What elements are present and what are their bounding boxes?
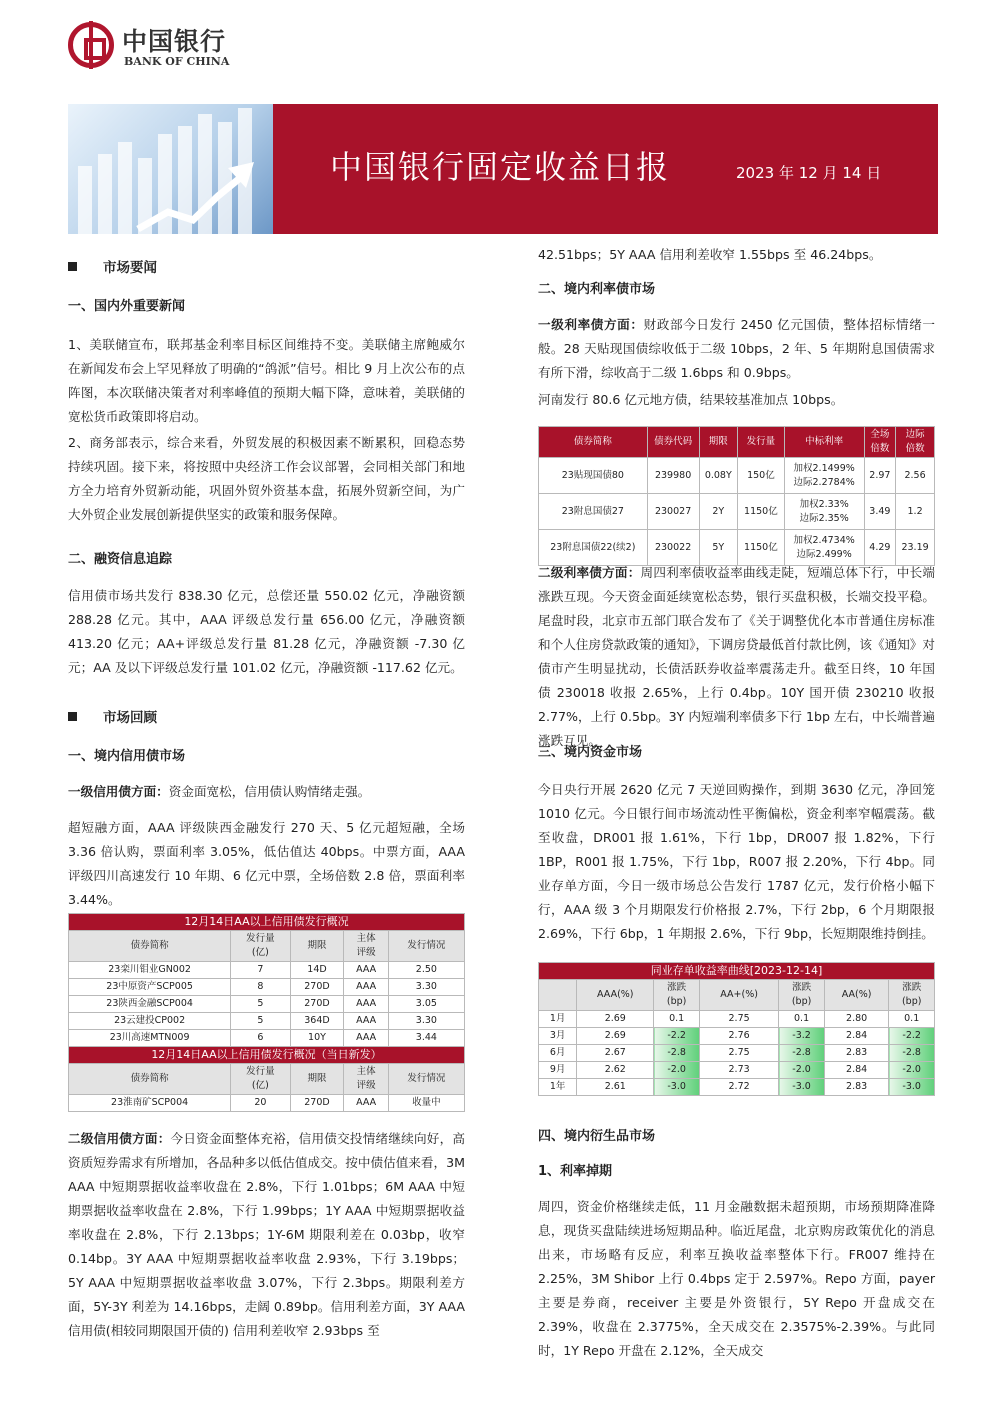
continued-paragraph: 42.51bps；5Y AAA 信用利差收窄 1.55bps 至 46.24bps。 — [538, 247, 882, 262]
subsection-heading: 三、境内资金市场 — [538, 745, 643, 760]
table-row: 9月 2.62 -2.0 2.73 -2.0 2.84 -2.0 — [539, 1062, 935, 1079]
credit-issuance-table — [68, 913, 465, 1112]
treasury-auction-table — [538, 426, 935, 566]
table-header: 主体 评级 — [344, 931, 388, 962]
table-header: AAA(%) — [577, 980, 654, 1011]
primary-rate-paragraph: 一级利率债方面：财政部今日发行 2450 亿元国债，整体招标情绪一般。28 天贴现国债综收低于二级 10bps，2 年、5 年期附息国债需求有所下滑，综收高于二级 1.6bps 和 0.9bps。 — [538, 317, 936, 380]
table-title: 12月14日AA以上信用债发行概况（当日新发） — [69, 1047, 465, 1064]
subsection-heading: 一、境内信用债市场 — [68, 749, 186, 764]
table-header: 债券简称 — [69, 931, 231, 962]
secondary-credit-paragraph: 二级信用债方面：今日资金面整体充裕，信用债交投情绪继续向好，高资质短券需求有所增加，各品种多以低估值成交。按中债估值来看，3M AAA 中短期票据收益率收盘在 2.8%，下行 1.01bps；6M AAA 中短期票据收益率收盘在 2.8%，下行 1.99bps；1Y AAA 中短期票据收益率收盘在 2.8%，下行 2.13bps；1Y-6M 期限利差在 0.03bp，收窄 0.14bp。3Y AAA 中短期票据收益率收盘 2.93%，下行 3.19bps；5Y AAA 中短期票据收益率收盘 3.07%，下行 2.3bps。期限利差方面，5Y-3Y 利差为 14.16bps，走阔 0.89bp。信用利差方面，3Y AAA 信用债(相较同期限国开债的) 信用利差收窄 2.93bps 至 — [68, 1131, 466, 1338]
bank-logo-icon — [68, 22, 114, 68]
section-heading: 市场回顾 — [68, 706, 465, 730]
table-row: 23淮南矿SCP004 20 270D AAA 收量中 — [69, 1095, 465, 1112]
bid-rate-cell: 加权2.1499% 边际2.2784% — [784, 458, 864, 494]
table-header: 发行量 (亿) — [231, 1064, 290, 1095]
money-market-paragraph: 今日央行开展 2620 亿元 7 天逆回购操作，到期 3630 亿元，净回笼 1010 亿元。今日银行间市场流动性平衡偏松，资金利率窄幅震荡。截至收盘，DR001 报 1.61%，下行 1bp，DR007 报 1.82%，下行 1BP，R001 报 1.75%，下行 1bp，R007 报 2.20%，下行 4bp。同业存单方面，今日一级市场总公告发行 1787 亿元，发行价格小幅下行，AAA 级 3 个月期限发行价格报 2.7%，下行 2bp，6 个月期限报 2.69%，下行 6bp，1 年期报 2.6%，下行 9bp，长短期限维持倒挂。 — [538, 782, 935, 941]
credit-detail-paragraph: 超短融方面，AAA 评级陕西金融发行 270 天、5 亿元超短融，全场 3.36 倍认购，票面利率 3.05%，低估值达 40bps。中票方面，AAA 评级四川高速发行 10 年期、6 亿元中票，全场倍数 2.8 倍，票面利率 3.44%。 — [68, 820, 465, 907]
table-header: 涨跌 (bp) — [654, 980, 700, 1011]
ncd-yield-table — [538, 962, 935, 1096]
table-header: 边际 倍数 — [896, 427, 935, 458]
table-row: 23中原资产SCP005 8 270D AAA 3.30 — [69, 979, 465, 996]
table-row: 23陕西金融SCP004 5 270D AAA 3.05 — [69, 996, 465, 1013]
table-row: 23贴现国债80 239980 0.08Y 150亿 加权2.1499% 边际2.2784% 2.97 2.56 — [539, 458, 935, 494]
table-title: 同业存单收益率曲线[2023-12-14] — [539, 963, 935, 980]
news-paragraph-1: 1、美联储宣布，联邦基金利率目标区间维持不变。美联储主席鲍威尔在新闻发布会上罕见释放了明确的“鸽派”信号。相比 9 月上次公布的点阵图，本次联储决策者对利率峰值的预期大幅下降，意味着，美联储的宽松货币政策即将启动。 — [68, 337, 465, 424]
report-title: 中国银行固定收益日报 — [330, 148, 671, 186]
table-row: 1月 2.69 0.1 2.75 0.1 2.80 0.1 — [539, 1011, 935, 1028]
subsection-heading: 四、境内衍生品市场 — [538, 1129, 656, 1144]
table-row: 23栾川钼业GN002 7 14D AAA 2.50 — [69, 962, 465, 979]
table-header: 主体 评级 — [344, 1064, 388, 1095]
local-bond-paragraph: 河南发行 80.6 亿元地方债，结果较基准加点 10bps。 — [538, 392, 844, 407]
table-row: 23附息国债22(续2) 230022 5Y 1150亿 加权2.4734% 边际2.499% 4.29 23.19 — [539, 530, 935, 566]
subsection-heading: 二、融资信息追踪 — [68, 552, 173, 567]
table-header: 债券简称 — [539, 427, 648, 458]
bank-logo — [68, 20, 268, 72]
table-header: 期限 — [290, 931, 344, 962]
report-banner — [68, 104, 938, 234]
logo-english-name: BANK OF CHINA — [124, 55, 230, 68]
section-heading: 市场要闻 — [68, 256, 465, 280]
table-header: 发行情况 — [388, 1064, 464, 1095]
primary-credit-paragraph: 一级信用债方面：资金面宽松，信用债认购情绪走强。 — [68, 784, 371, 799]
subsection-heading: 1、利率掉期 — [538, 1164, 613, 1179]
table-header: 期限 — [290, 1064, 344, 1095]
table-header: 涨跌 (bp) — [779, 980, 825, 1011]
table-header: 债券代码 — [647, 427, 699, 458]
table-header: 发行量 — [738, 427, 785, 458]
table-row: 1年 2.61 -3.0 2.72 -3.0 2.83 -3.0 — [539, 1079, 935, 1096]
bid-rate-cell: 加权2.33% 边际2.35% — [784, 494, 864, 530]
table-row: 23附息国债27 230027 2Y 1150亿 加权2.33% 边际2.35% 3.49 1.2 — [539, 494, 935, 530]
table-header: 涨跌 (bp) — [889, 980, 935, 1011]
table-header: 期限 — [699, 427, 738, 458]
growth-chart-image — [68, 104, 273, 234]
table-header: 债券简称 — [69, 1064, 231, 1095]
news-paragraph-2: 2、商务部表示，综合来看，外贸发展的积极因素不断累积，回稳态势持续巩固。接下来，将按照中央经济工作会议部署，会同相关部门和地方全力培育外贸新动能，巩固外贸外资基本盘，拓展外贸新空间，为广大外贸企业发展创新提供坚实的政策和服务保障。 — [68, 435, 465, 522]
table-header: 中标利率 — [784, 427, 864, 458]
irs-paragraph: 周四，资金价格继续走低，11 月金融数据未超预期，市场预期降准降息，现货买盘陆续进场短期品种。临近尾盘，北京购房政策优化的消息出来，市场略有反应，利率互换收益率整体下行。FR007 维持在 2.25%，3M Shibor 上行 0.4bps 定于 2.597%。Repo 方面，payer 主要是券商，receiver 主要是外资银行，5Y Repo 开盘成交在 2.39%，收盘在 2.3775%，全天成交在 2.3575%-2.39%。与此同时，1Y Repo 开盘在 2.12%，全天成交 — [538, 1199, 935, 1358]
subsection-heading: 一、国内外重要新闻 — [68, 299, 186, 314]
report-date: 2023 年 12 月 14 日 — [736, 164, 882, 182]
table-row: 23川高速MTN009 6 10Y AAA 3.44 — [69, 1030, 465, 1047]
bid-rate-cell: 加权2.4734% 边际2.499% — [784, 530, 864, 566]
secondary-rate-paragraph: 二级利率债方面：周四利率债收益率曲线走陡，短端总体下行，中长端涨跌互现。今天资金面延续宽松态势，银行买盘积极，长端交投平稳。尾盘时段，北京市五部门联合发布了《关于调整优化本市普通住房标准和个人住房贷款政策的通知》，下调房贷最低首付款比例，该《通知》对债市产生明显扰动，长债活跃券收益率震荡走升。截至日终，10 年国债 230018 收报 2.65%，上行 0.4bp。10Y 国开债 230210 收报 2.77%，上行 0.5bp。3Y 内短端利率债多下行 1bp 左右，中长端普遍涨跌互见。 — [538, 565, 936, 748]
table-row: 3月 2.69 -2.2 2.76 -3.2 2.84 -2.2 — [539, 1028, 935, 1045]
table-header: 发行情况 — [388, 931, 464, 962]
financing-paragraph: 信用债市场共发行 838.30 亿元，总偿还量 550.02 亿元，净融资额 288.28 亿元。其中，AAA 评级总发行量 656.00 亿元，净融资额 413.20 亿元；AA+评级总发行量 81.28 亿元，净融资额 -7.30 亿元；AA 及以下评级总发行量 101.02 亿元，净融资额 -117.62 亿元。 — [68, 588, 465, 675]
logo-chinese-name: 中国银行 — [122, 27, 227, 56]
table-header — [539, 980, 577, 1011]
table-header: AA(%) — [824, 980, 889, 1011]
table-title: 12月14日AA以上信用债发行概况 — [69, 914, 465, 931]
table-header: 全场 倍数 — [864, 427, 896, 458]
table-row: 23云建投CP002 5 364D AAA 3.30 — [69, 1013, 465, 1030]
table-header: 发行量 (亿) — [231, 931, 290, 962]
subsection-heading: 二、境内利率债市场 — [538, 282, 656, 297]
table-row: 6月 2.67 -2.8 2.75 -2.8 2.83 -2.8 — [539, 1045, 935, 1062]
table-header: AA+(%) — [699, 980, 778, 1011]
